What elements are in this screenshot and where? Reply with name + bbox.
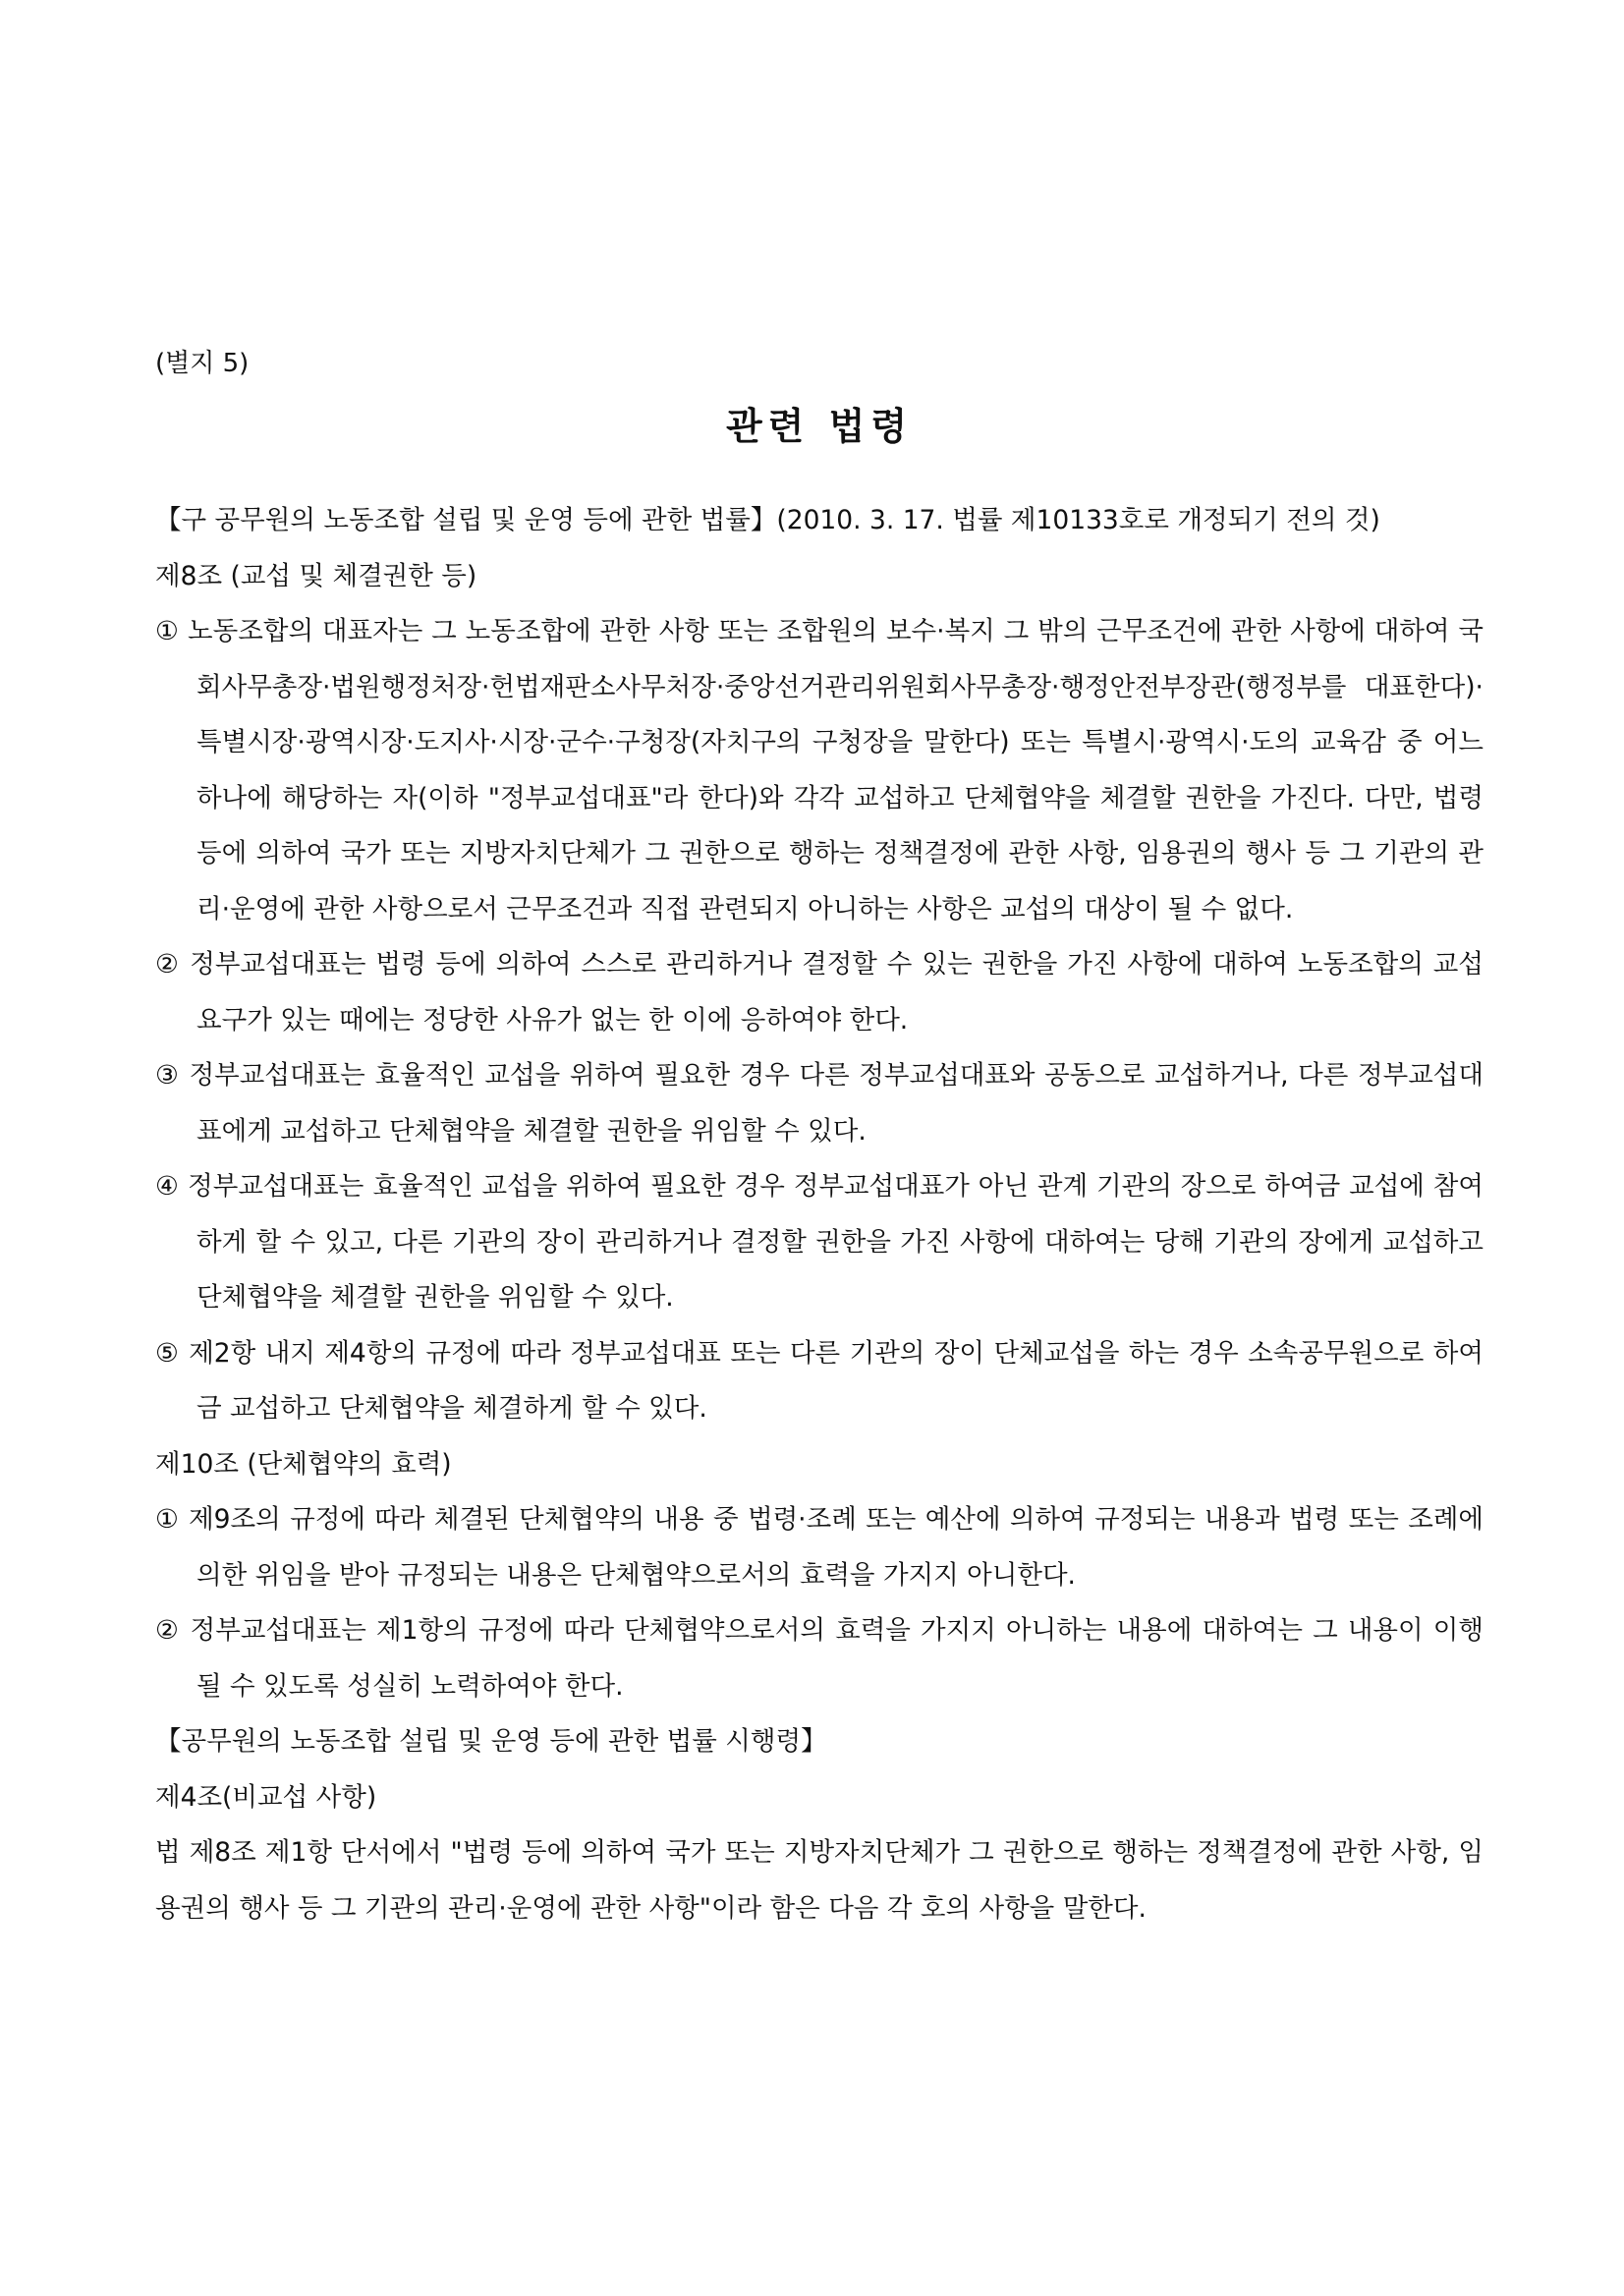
article-10-clause-1: ① 제9조의 규정에 따라 체결된 단체협약의 내용 중 법령·조례 또는 예산에 의하여 규정되는 내용과 법령 또는 조례에 의한 위임을 받아 규정되는 내용은 단체협약으로서의 효력을 가지지 아니한다. xyxy=(155,1504,1484,1591)
article-8-clause-3: ③ 정부교섭대표는 효율적인 교섭을 위하여 필요한 경우 다른 정부교섭대표와 공동으로 교섭하거나, 다른 정부교섭대표에게 교섭하고 단체협약을 체결할 권한을 위임할 수 있다. xyxy=(155,1060,1484,1147)
document-page xyxy=(155,342,1484,1936)
article-8-clause-1: ① 노동조합의 대표자는 그 노동조합에 관한 사항 또는 조합원의 보수·복지 그 밖의 근무조건에 관한 사항에 대하여 국회사무총장·법원행정처장·헌법재판소사무처장·중앙선거관리위원회사무총장·행정안전부장관(행정부를 대표한다)·특별시장·광역시장·도지사·시장·군수·구청장(자치구의 구청장을 말한다) 또는 특별시·광역시·도의 교육감 중 어느 하나에 해당하는 자(이하 "정부교섭대표"라 한다)와 각각 교섭하고 단체협약을 체결할 권한을 가진다. 다만, 법령 등에 의하여 국가 또는 지방자치단체가 그 권한으로 행하는 정책결정에 관한 사항, 임용권의 행사 등 그 기관의 관리·운영에 관한 사항으로서 근무조건과 직접 관련되지 아니하는 사항은 교섭의 대상이 될 수 없다. xyxy=(155,616,1484,924)
article-4-heading: 제4조(비교섭 사항) xyxy=(155,1781,377,1813)
article-10-heading: 제10조 (단체협약의 효력) xyxy=(155,1448,452,1480)
attachment-label: (별지 5) xyxy=(155,349,250,378)
article-8-heading: 제8조 (교섭 및 체결권한 등) xyxy=(155,560,477,591)
article-8-clause-2: ② 정부교섭대표는 법령 등에 의하여 스스로 관리하거나 결정할 수 있는 권한을 가진 사항에 대하여 노동조합의 교섭요구가 있는 때에는 정당한 사유가 없는 한 이에 응하여야 한다. xyxy=(155,949,1484,1036)
article-10-clause-2: ② 정부교섭대표는 제1항의 규정에 따라 단체협약으로서의 효력을 가지지 아니하는 내용에 대하여는 그 내용이 이행될 수 있도록 성실히 노력하여야 한다. xyxy=(155,1615,1484,1702)
article-4-body: 법 제8조 제1항 단서에서 "법령 등에 의하여 국가 또는 지방자치단체가 그 권한으로 행하는 정책결정에 관한 사항, 임용권의 행사 등 그 기관의 관리·운영에 관한 사항"이라 함은 다음 각 호의 사항을 말한다. xyxy=(155,1837,1484,1924)
page-title: 관련 법령 xyxy=(725,405,914,448)
law-heading-enforcement-decree: 【공무원의 노동조합 설립 및 운영 등에 관한 법률 시행령】 xyxy=(155,1726,827,1757)
law-heading-old-act: 【구 공무원의 노동조합 설립 및 운영 등에 관한 법률】(2010. 3. 17. 법률 제10133호로 개정되기 전의 것) xyxy=(155,505,1380,535)
article-8-clause-5: ⑤ 제2항 내지 제4항의 규정에 따라 정부교섭대표 또는 다른 기관의 장이 단체교섭을 하는 경우 소속공무원으로 하여금 교섭하고 단체협약을 체결하게 할 수 있다. xyxy=(155,1337,1484,1424)
article-8-clause-4: ④ 정부교섭대표는 효율적인 교섭을 위하여 필요한 경우 정부교섭대표가 아닌 관계 기관의 장으로 하여금 교섭에 참여하게 할 수 있고, 다른 기관의 장이 관리하거나 결정할 권한을 가진 사항에 대하여는 당해 기관의 장에게 교섭하고 단체협약을 체결할 권한을 위임할 수 있다. xyxy=(155,1171,1484,1313)
